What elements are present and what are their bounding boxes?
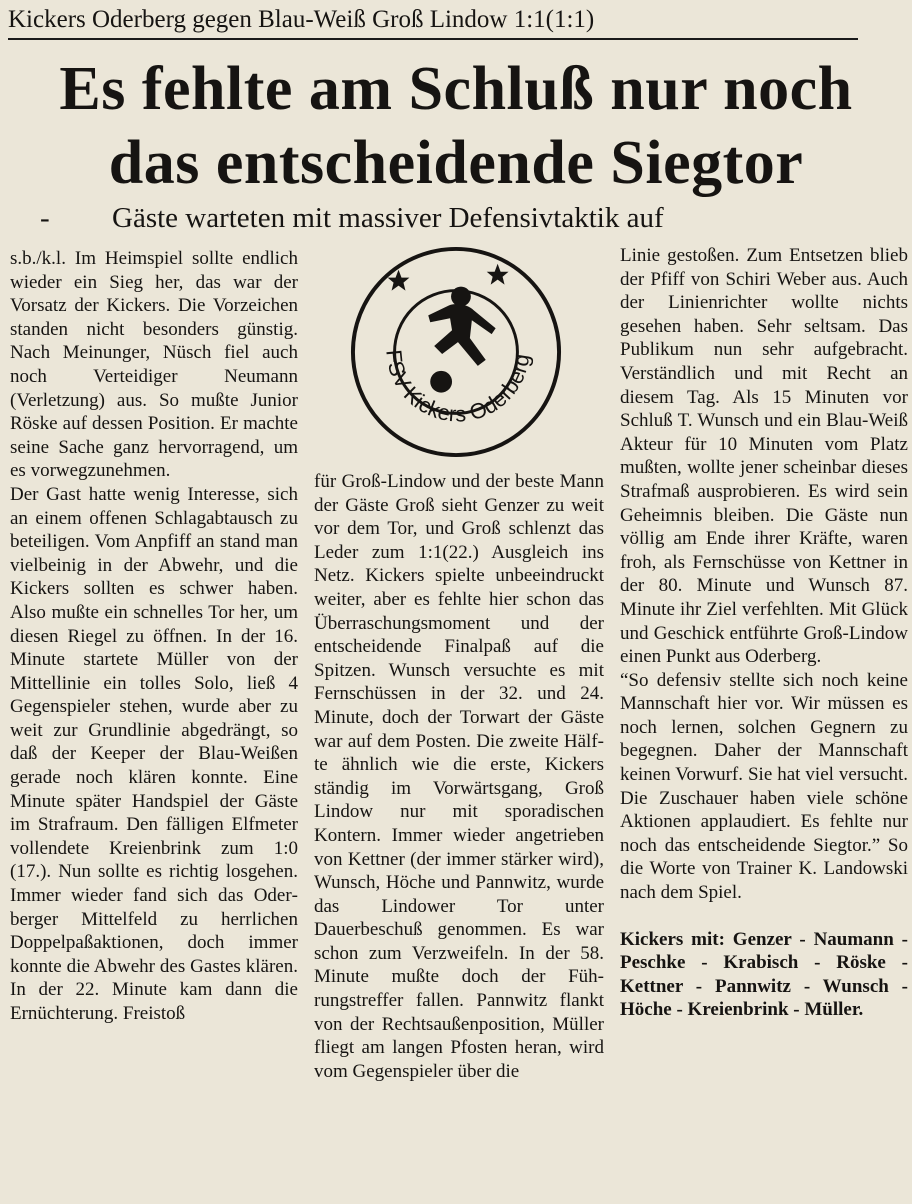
fsv-kickers-oderberg-logo [347, 243, 565, 461]
paragraph: Der Gast hatte wenig Interesse, sich an einem offenen Schlagabtausch zu beteiligen. Vom Anpfiff an stand man vielbeinig in der Abwehr, und die Kickers sollten es schwer haben. Also mußte ein schnelles Tor her, um diesen Riegel zu öffnen. In der 16. Minute startete Müller von der Mittellinie ein tolles Solo, ließ 4 Gegenspieler stehen, wurde aber zu weit zur Grundlinie abgedrängt, so daß der Keeper der Blau-Weißen gerade noch klären konnte. Eine Minute später Handspiel der Gäste im Strafraum. Den fälligen Elfmeter vollendete Kreienbrink zum 1:0 (17.). Nun sollte es richtig losgehen. Immer wieder fand sich das Oderberger Mittelfeld zu herrlichen Doppelpaßaktionen, doch immer konnte die Abwehr des Gastes klären. In der 22. Minute kam dann die Ernüchterung. Freistoß [10, 483, 298, 1024]
subheadline-text: Gäste warteten mit massiver Defensivtaktik auf [112, 202, 664, 234]
match-result-kicker: Kickers Oderberg gegen Blau-Weiß Groß Lindow 1:1(1:1) [8, 2, 858, 40]
article-column-1 [10, 247, 298, 1026]
paragraph: für Groß-Lindow und der beste Mann der Gäste Groß sieht Genzer zu weit vor dem Tor, und Groß schlenzt das Leder zum 1:1(22.) Ausgleich ins Netz. Kickers spielte unbeeindruckt weiter, aber es fehlte hier schon das Überraschungsmoment und der entscheidende Finalpaß auf die Spitzen. Wunsch versuchte es mit Fernschüssen in der 32. und 24. Minute, doch der Torwart der Gäste war auf dem Posten. Die zweite Hälfte ähnlich wie die erste, Kickers ständig im Vorwärtsgang, Groß Lindow nur mit sporadischen Kontern. Immer wieder angetrieben von Kettner (der immer stärker wird), Wunsch, Höche und Pannwitz, wurde das Lindower Tor unter Dauerbeschuß genommen. Es war schon zum Verzweifeln. In der 58. Minute mußte doch der Führungstreffer fallen. Pannwitz flankt von der Rechtsaußenposition, Müller fliegt am langen Pfosten heran, wird vom Gegenspieler über die [314, 471, 604, 1082]
headline-line-1: Es fehlte am Schluß nur noch [59, 55, 853, 123]
subheadline-dash: - [40, 202, 50, 234]
paragraph: s.b./k.l. Im Heimspiel sollte endlich wieder ein Sieg her, das war der Vorsatz der Kickers. Die Vorzeichen standen nicht besonders günstig. Nach Meinunger, Nüsch fiel auch noch Verteidiger Neumann (Verletzung) aus. So mußte Junior Röske auf dessen Position. Er machte seine Sache ganz hervorragend, um es vorwegzunehmen. [10, 248, 298, 482]
subheadline [40, 196, 912, 240]
headline-line-2: das entscheidende Siegtor [108, 129, 804, 197]
article-column-2 [314, 470, 604, 1083]
star-icon [487, 264, 509, 285]
article-column-3 [620, 244, 908, 1022]
quote-paragraph: “So defensiv stellte sich noch keine Mannschaft hier vor. Wir müssen es noch lernen, solchen Gegnern zu begegnen. Daher der Mannschaft keinen Vorwurf. Sie hat viel versucht. Die Zuschauer haben viele schöne Aktionen applaudiert. Es fehlte nur noch das entscheidende Siegtor.” So die Worte von Trainer K. Landowski nach dem Spiel. [620, 669, 908, 904]
team-lineup: Kickers mit: Genzer - Naumann - Peschke - Krabisch - Röske - Kettner - Pannwitz - Wunsch - Höche - Kreienbrink - Müller. [620, 928, 908, 1021]
headline [0, 52, 912, 200]
soccer-player-icon [428, 287, 495, 393]
paragraph: Linie gestoßen. Zum Entsetzen blieb der Pfiff von Schiri Weber aus. Auch der Linienrichter wollte nichts gesehen haben. Sehr seltsam. Das Publikum nun sehr aufgebracht. Verständlich und mit Recht an diesem Tag. Als 15 Minuten vor Schluß T. Wunsch und ein Blau-Weiß Akteur für 10 Minuten vom Platz mußten, wollte jener scheinbar dieses Strafmaß ausprobieren. Es wird sein Geheimnis bleiben. Die Gäste nun völlig am Ende ihrer Kräfte, waren froh, als Fernschüsse von Kettner in der 80. Minute und Wunsch 87. Minute ihr Ziel verfehlten. Mit Glück und Geschick entführte Groß-Lindow einen Punkt aus Oderberg. [620, 245, 908, 668]
logo-club-name: FSV Kickers Oderberg [381, 348, 535, 427]
